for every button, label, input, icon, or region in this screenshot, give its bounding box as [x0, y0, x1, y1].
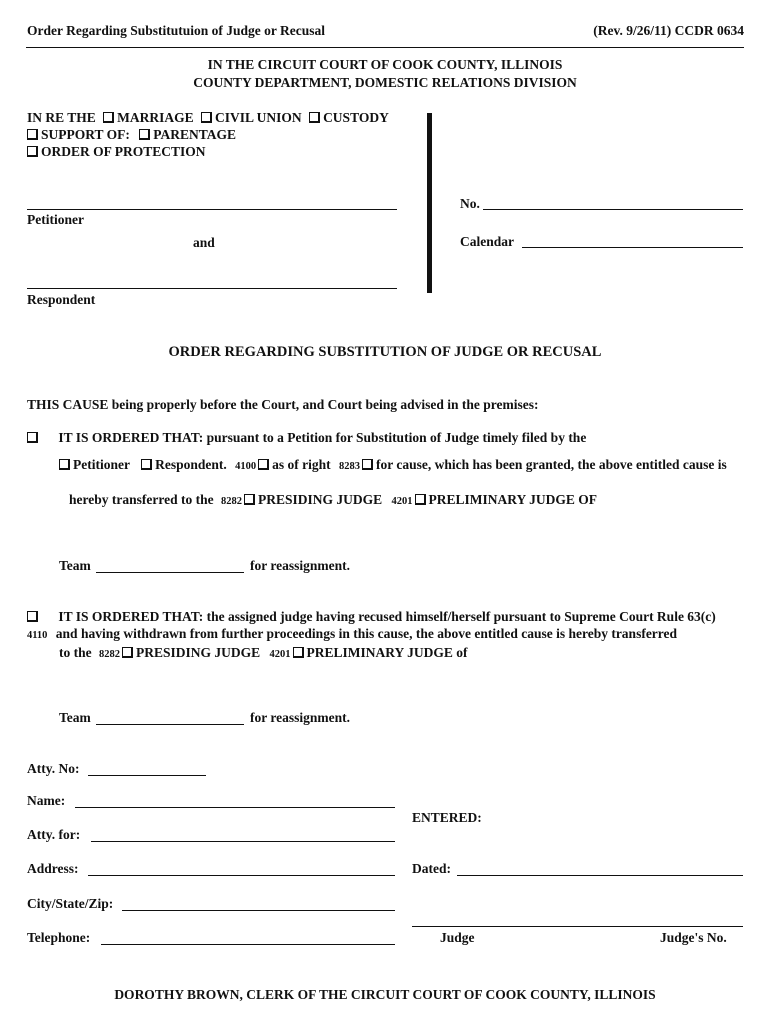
form-title: Order Regarding Substitutuion of Judge or Recusal	[27, 23, 326, 38]
order1-petitioner-checkbox[interactable]	[59, 459, 70, 470]
order2-checkbox[interactable]	[27, 611, 38, 622]
code-8283: 8283	[339, 461, 360, 472]
case-type-row	[27, 110, 389, 126]
order1-respondent-checkbox[interactable]	[141, 459, 152, 470]
order1-transfer-label: hereby transferred to the	[69, 492, 214, 507]
order2-to-the: to the	[59, 645, 92, 660]
judge-label: Judge	[440, 930, 475, 945]
civil-union-label: CIVIL UNION	[215, 110, 302, 125]
form-revision: (Rev. 9/26/11) CCDR 0634	[593, 23, 744, 38]
code-4100: 4100	[235, 461, 257, 472]
atty-no-label: Atty. No:	[27, 761, 80, 776]
case-number-field[interactable]	[483, 209, 743, 210]
atty-no-field[interactable]	[88, 775, 206, 776]
order1-code-8282: 8282	[220, 496, 242, 507]
petitioner-label: Petitioner	[27, 212, 84, 227]
order2-team-field[interactable]	[96, 724, 244, 725]
document-title: ORDER REGARDING SUBSTITUTION OF JUDGE OR RECUSAL	[168, 344, 602, 360]
dated-field[interactable]	[457, 875, 743, 876]
respondent-label: Respondent	[27, 292, 96, 307]
respondent-name-field[interactable]	[27, 288, 397, 289]
parentage-label: PARENTAGE	[153, 127, 237, 142]
atty-for-field[interactable]	[91, 841, 395, 842]
order2-transfer-row	[59, 645, 468, 661]
order1-respondent-label: Respondent.	[155, 457, 227, 472]
order1-transfer-row	[69, 492, 597, 508]
order2-code-4201: 4201	[269, 649, 291, 660]
address-label: Address:	[27, 861, 79, 876]
preamble: THIS CAUSE being properly before the Court, and Court being advised in the premises:	[27, 397, 539, 412]
clerk-footer: DOROTHY BROWN, CLERK OF THE CIRCUIT COURT OF COOK COUNTY, ILLINOIS	[114, 987, 656, 1002]
in-re-label: IN RE THE	[27, 110, 96, 125]
dated-label: Dated:	[412, 861, 451, 876]
parentage-checkbox[interactable]	[139, 129, 150, 140]
order1-team-label: Team	[59, 558, 91, 573]
order1-team-field[interactable]	[96, 572, 244, 573]
caption-divider	[427, 113, 432, 293]
support-row	[27, 127, 236, 143]
support-label: SUPPORT OF:	[41, 127, 130, 142]
judge-number-label: Judge's No.	[660, 930, 727, 945]
atty-name-label: Name:	[27, 793, 66, 808]
protection-row	[27, 144, 206, 160]
order2-lead: IT IS ORDERED THAT: the assigned judge having recused himself/herself pursuant to Supreme Court Rule 63(c)	[58, 609, 716, 624]
order2-line2-row	[27, 626, 677, 642]
city-label: City/State/Zip:	[27, 896, 114, 911]
order1-presiding-checkbox[interactable]	[244, 494, 255, 505]
calendar-field[interactable]	[522, 247, 743, 248]
order2-preliminary-checkbox[interactable]	[293, 647, 304, 658]
order2-reassign-label: for reassignment.	[250, 710, 350, 725]
marriage-checkbox[interactable]	[103, 112, 114, 123]
judge-signature-field[interactable]	[412, 926, 743, 927]
header-divider	[26, 47, 744, 48]
order2-presiding-label: PRESIDING JUDGE	[136, 645, 261, 660]
custody-checkbox[interactable]	[309, 112, 320, 123]
custody-label: CUSTODY	[323, 110, 389, 125]
atty-for-label: Atty. for:	[27, 827, 81, 842]
as-of-right-label: as of right	[272, 457, 331, 472]
order2-presiding-checkbox[interactable]	[122, 647, 133, 658]
order1-code-4201: 4201	[391, 496, 413, 507]
civil-union-checkbox[interactable]	[201, 112, 212, 123]
order2-preliminary-label: PRELIMINARY JUDGE of	[306, 645, 468, 660]
code-4110: 4110	[27, 630, 48, 641]
case-number-label: No.	[460, 196, 480, 211]
order-of-protection-label: ORDER OF PROTECTION	[41, 144, 206, 159]
calendar-label: Calendar	[460, 234, 514, 249]
order1-checkbox[interactable]	[27, 432, 38, 443]
court-division: COUNTY DEPARTMENT, DOMESTIC RELATIONS DIVISION	[193, 75, 577, 90]
order1-party-row	[59, 457, 727, 473]
court-name: IN THE CIRCUIT COURT OF COOK COUNTY, ILLINOIS	[207, 57, 563, 72]
petitioner-name-field[interactable]	[27, 209, 397, 210]
order1-reassign-label: for reassignment.	[250, 558, 350, 573]
telephone-label: Telephone:	[27, 930, 91, 945]
entered-label: ENTERED:	[412, 810, 482, 825]
order2-line2: and having withdrawn from further proceedings in this cause, the above entitled cause is hereby transferred	[55, 626, 678, 641]
support-checkbox[interactable]	[27, 129, 38, 140]
for-cause-label: for cause, which has been granted, the above entitled cause is	[376, 457, 727, 472]
marriage-label: MARRIAGE	[117, 110, 194, 125]
order1-lead-row	[27, 430, 586, 446]
address-field[interactable]	[88, 875, 395, 876]
order1-petitioner-label: Petitioner	[73, 457, 130, 472]
order-of-protection-checkbox[interactable]	[27, 146, 38, 157]
order1-presiding-label: PRESIDING JUDGE	[257, 492, 383, 507]
city-field[interactable]	[122, 910, 395, 911]
order2-team-label: Team	[59, 710, 91, 725]
order1-preliminary-label: PRELIMINARY JUDGE OF	[428, 492, 598, 507]
order2-code-8282: 8282	[99, 649, 120, 660]
and-label: and	[193, 235, 215, 250]
for-cause-checkbox[interactable]	[362, 459, 373, 470]
order1-preliminary-checkbox[interactable]	[415, 494, 426, 505]
order1-lead: IT IS ORDERED THAT: pursuant to a Petition for Substitution of Judge timely filed by the	[58, 430, 587, 445]
telephone-field[interactable]	[101, 944, 395, 945]
atty-name-field[interactable]	[75, 807, 395, 808]
as-of-right-checkbox[interactable]	[258, 459, 269, 470]
order2-lead-row	[27, 609, 716, 625]
